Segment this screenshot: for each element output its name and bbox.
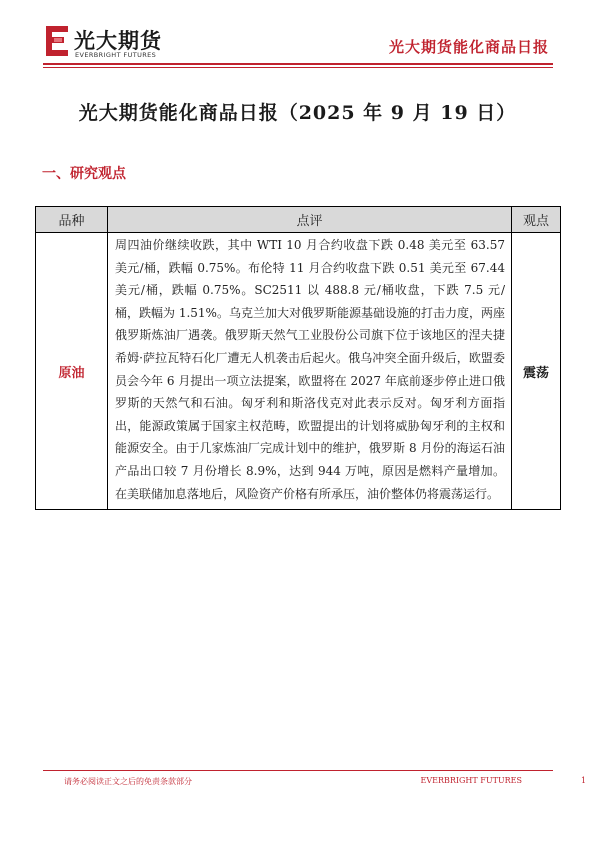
everbright-logo-icon [44,24,70,58]
analysis-table [35,206,561,510]
header-report-name: 光大期货能化商品日报 [388,38,549,56]
footer-disclaimer: 请务必阅读正文之后的免责条款部分 [64,777,192,786]
row-category: 原油 [36,233,108,510]
table-header-row [36,207,561,233]
report-title: 光大期货能化商品日报（2025 年 9 月 19 日） [78,102,517,124]
page-header [0,0,595,80]
company-logo [44,24,174,64]
footer-company: EVERBRIGHT FUTURES [420,776,522,785]
row-comment: 周四油价继续收跌，其中 WTI 10 月合约收盘下跌 0.48 美元至 63.57 美元/桶，跌幅 0.75%。布伦特 11 月合约收盘下跌 0.51 美元至 67.44 美元/桶，跌幅 0.75%。SC2511 以 488.8 元/桶收盘，下跌 7.5 元/桶，跌幅为 1.51%。乌克兰加大对俄罗斯能源基础设施的打击力度，两座俄罗斯炼油厂遇袭。俄罗斯天然气工业股份公司旗下位于该地区的涅夫捷希姆·萨拉瓦特石化厂遭无人机袭击后起火。俄乌冲突全面升级后，欧盟委员会今年 6 月提出一项立法提案，欧盟将在 2027 年底前逐步停止进口俄罗斯的天然气和石油。匈牙利和斯洛伐克对此表示反对。匈牙利方面指出，能源政策属于国家主权范畴，欧盟提出的计划将威胁匈牙利的主权和能源安全。由于几家炼油厂完成计划中的维护，俄罗斯 8 月份的海运石油产品出口较 7 月份增长 8.9%，达到 944 万吨，原因是燃料产量增加。在美联储加息落地后，风险资产价格有所承压，油价整体仍将震荡运行。 [108,233,512,510]
header-divider [43,63,553,65]
table-row [36,233,561,510]
page-number-text: 1 [581,776,587,785]
header-category: 品种 [36,207,108,233]
logo-chinese-name: 光大期货 [74,29,162,53]
footer-divider [43,770,553,771]
header-divider-thin [43,67,553,68]
section-title: 一、研究观点 [42,166,126,182]
header-view: 观点 [512,207,561,233]
row-view: 震荡 [512,233,561,510]
logo-english-name: EVERBRIGHT FUTURES [75,51,157,59]
header-comment: 点评 [108,207,512,233]
